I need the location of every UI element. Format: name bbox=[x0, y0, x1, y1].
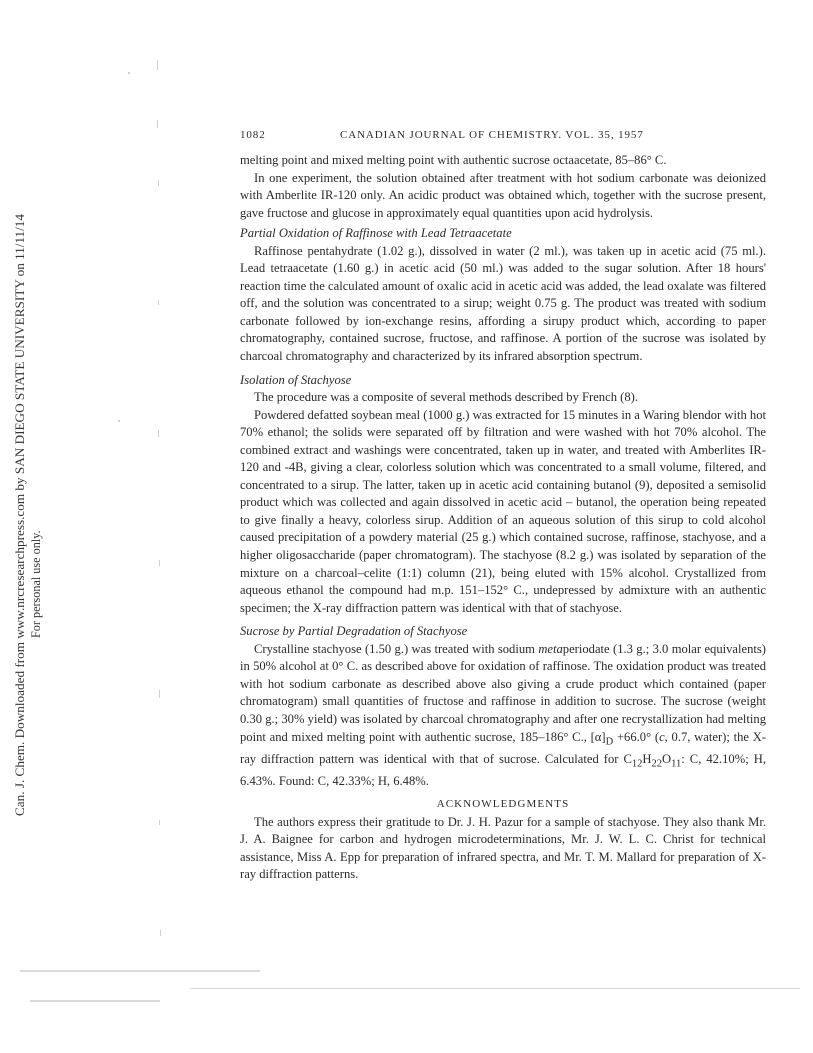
running-header bbox=[240, 129, 770, 143]
subscript: 22 bbox=[651, 758, 663, 770]
heading-raffinose-oxidation: Partial Oxidation of Raffinose with Lead Tetraacetate bbox=[240, 226, 512, 241]
text-run: +66.0° ( bbox=[613, 729, 660, 744]
text-run: Crystalline stachyose (1.50 g.) was treated with sodium bbox=[254, 641, 539, 656]
download-stamp-line2: For personal use only. bbox=[29, 530, 43, 638]
paragraph-raffinose: Raffinose pentahydrate (1.02 g.), dissolved in water (2 ml.), was taken up in acetic acid (75 ml.). Lead tetraacetate (1.60 g.) in acetic acid (50 ml.) was added to the sugar solution. After 18 hours' reaction time the calculated amount of oxalic acid in acetic acid was added, the lead oxalate was filtered off, and the solution was concentrated to a sirup; weight 0.75 g. The product was treated with sodium carbonate followed by ion-exchange resins, affording a sirupy product which, according to paper chromatography, contained sucrose, fructose, and raffinose. A portion of the sucrose was isolated by charcoal chromatography and characterized by its infrared absorption spectrum. bbox=[240, 243, 766, 364]
text-run-italic: meta bbox=[538, 641, 563, 656]
heading-stachyose-isolation: Isolation of Stachyose bbox=[240, 372, 352, 387]
paragraph-experiment: In one experiment, the solution obtained after treatment with hot sodium carbonate was deionized with Amberlite IR-120 only. An acidic product was obtained which, together with the sucrose present, gave fructose and glucose in approximately equal quantities upon acid hydrolysis. bbox=[240, 170, 766, 220]
text-run: O bbox=[662, 751, 672, 766]
download-stamp-line1: Can. J. Chem. Downloaded from www.nrcresearchpress.com by SAN DIEGO STATE UNIVERSITY on 11/11/14 bbox=[13, 259, 27, 816]
acknowledgments-heading: ACKNOWLEDGMENTS bbox=[436, 798, 570, 811]
body-text bbox=[240, 152, 766, 884]
subscript-d: D bbox=[605, 736, 614, 748]
text-run: periodate (1.3 g.; 3.0 molar equivalents) in 50% alcohol at 0° C. as described above for oxidation of raffinose. The oxidation product was treated with hot sodium carbonate as described above also giving a crude product which contained (paper chromatogram) small quantities of fructose and raffinose in addition to sucrose. The sucrose (weight 0.30 g.; 30% yield) was isolated by charcoal chromatography and after one recrystallization had melting point and mixed melting point with authentic sucrose, 185–186° C., [α] bbox=[240, 641, 767, 744]
paragraph-acknowledgments: The authors express their gratitude to Dr. J. H. Pazur for a sample of stachyose. They also thank Mr. J. A. Baignee for carbon and hydrogen microdeterminations, Mr. J. W. L. C. Christ for technical assistance, Miss A. Epp for preparation of infrared spectra, and Mr. T. M. Mallard for preparation of X-ray diffraction patterns. bbox=[240, 814, 766, 882]
paragraph-continuation: melting point and mixed melting point with authentic sucrose octaacetate, 85–86° C. bbox=[240, 153, 667, 167]
text-run: H bbox=[642, 751, 652, 766]
download-stamp bbox=[4, 210, 54, 820]
heading-sucrose-degradation: Sucrose by Partial Degradation of Stachyose bbox=[240, 624, 468, 639]
text-run: : C, 42.10%; H, 6.43%. Found: C, 42.33%; H, 6.48%. bbox=[240, 751, 766, 788]
page-number: 1082 bbox=[240, 129, 266, 141]
text-run-italic: c bbox=[659, 729, 665, 744]
running-title: CANADIAN JOURNAL OF CHEMISTRY. VOL. 35, 1957 bbox=[340, 129, 644, 141]
subscript: 11 bbox=[671, 758, 682, 770]
paragraph-procedure: The procedure was a composite of several methods described by French (8). bbox=[254, 390, 638, 405]
paragraph-soybean-extraction: Powdered defatted soybean meal (1000 g.) was extracted for 15 minutes in a Waring blendor with hot 70% ethanol; the solids were separated off by filtration and were washed with hot 70% alcohol. The combined extract and washings were concentrated, taken up in water, and treated with Amberlites IR-120 and -4B, giving a clear, colorless solution which was concentrated to a small volume, filtered, and concentrated to a sirup. The latter, taken up in acetic acid containing butanol (9), deposited a semisolid product which was collected and again dissolved in acetic acid – butanol, the operation being repeated to give finally a heavy, colorless sirup. Addition of an aqueous solution of this sirup to cold alcohol caused precipitation of a powdery material (25 g.) which contained sucrose, raffinose, stachyose, and a higher oligosaccharide (paper chromatogram). The stachyose (8.2 g.) was isolated by separation of the mixture on a charcoal–celite (1:1) column (21), being eluted with 15% alcohol. Crystallized from aqueous ethanol the compound had m.p. 151–152° C., undepressed by admixture with an authentic specimen; the X-ray diffraction pattern was identical with that of stachyose. bbox=[240, 407, 766, 615]
text-run: , 0.7, water); the X-ray diffraction pattern was identical with that of sucrose. Calculated for C bbox=[240, 729, 766, 766]
subscript: 12 bbox=[631, 758, 643, 770]
paragraph-sucrose bbox=[240, 641, 766, 790]
